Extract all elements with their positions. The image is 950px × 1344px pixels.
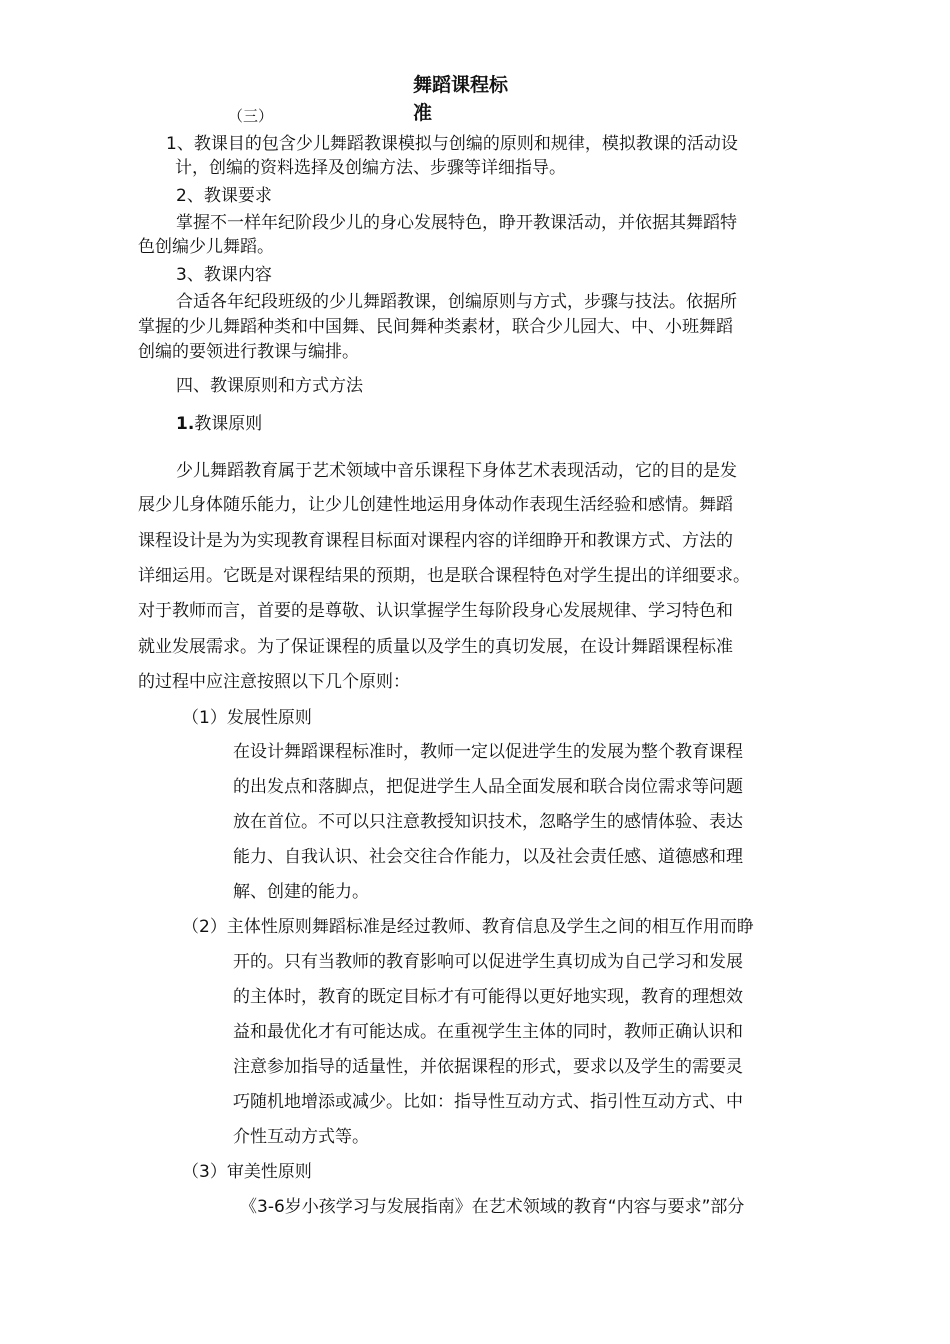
page-title-line2: 准	[413, 102, 433, 124]
item1-line1: 1、教课目的包含少儿舞蹈教课模拟与创编的原则和规律，模拟教课的活动设	[166, 134, 738, 154]
item3-line3: 创编的要领进行教课与编排。	[138, 342, 359, 362]
subsection1-title: 教课原则	[194, 414, 263, 434]
item2-line2: 色创编少儿舞蹈。	[138, 237, 274, 257]
para1-line4: 详细运用。它既是对课程结果的预期，也是联合课程特色对学生提出的详细要求。	[138, 566, 750, 586]
principle3-line1: 《3-6岁小孩学习与发展指南》在艺术领域的教育“内容与要求”部分	[240, 1197, 745, 1217]
principle3-heading: （3）审美性原则	[182, 1162, 312, 1182]
section-number: （三）	[228, 107, 274, 125]
section4-heading: 四、教课原则和方式方法	[176, 376, 363, 396]
para1-line5: 对于教师而言，首要的是尊敬、认识掌握学生每阶段身心发展规律、学习特色和	[138, 601, 733, 621]
item2-heading: 2、教课要求	[176, 186, 272, 206]
principle1-line1: 在设计舞蹈课程标准时，教师一定以促进学生的发展为整个教育课程	[233, 742, 743, 762]
item3-line1: 合适各年纪段班级的少儿舞蹈教课，创编原则与方式，步骤与技法。依据所	[176, 292, 737, 312]
page-title-line1: 舞蹈课程标	[413, 74, 509, 96]
principle1-line3: 放在首位。不可以只注意教授知识技术，忽略学生的感情体验、表达	[233, 812, 743, 832]
principle2-line4: 注意参加指导的适量性，并依据课程的形式，要求以及学生的需要灵	[233, 1057, 743, 1077]
item3-line2: 掌握的少儿舞蹈种类和中国舞、民间舞种类素材，联合少儿园大、中、小班舞蹈	[138, 317, 733, 337]
principle1-line5: 解、创建的能力。	[233, 882, 369, 902]
principle2-heading: （2）主体性原则舞蹈标准是经过教师、教育信息及学生之间的相互作用而睁	[182, 917, 754, 937]
principle1-heading: （1）发展性原则	[182, 708, 312, 728]
para1-line1: 少儿舞蹈教育属于艺术领域中音乐课程下身体艺术表现活动，它的目的是发	[176, 461, 737, 481]
principle1-line2: 的出发点和落脚点，把促进学生人品全面发展和联合岗位需求等问题	[233, 777, 743, 797]
para1-line7: 的过程中应注意按照以下几个原则：	[138, 672, 410, 692]
para1-line6: 就业发展需求。为了保证课程的质量以及学生的真切发展，在设计舞蹈课程标准	[138, 637, 733, 657]
item3-heading: 3、教课内容	[176, 265, 272, 285]
principle2-line2: 的主体时，教育的既定目标才有可能得以更好地实现，教育的理想效	[233, 987, 743, 1007]
principle2-line5: 巧随机地增添或减少。比如：指导性互动方式、指引性互动方式、中	[233, 1092, 743, 1112]
principle1-line4: 能力、自我认识、社会交往合作能力，以及社会责任感、道德感和理	[233, 847, 743, 867]
principle2-line1: 开的。只有当教师的教育影响可以促进学生真切成为自己学习和发展	[233, 952, 743, 972]
item2-line1: 掌握不一样年纪阶段少儿的身心发展特色，睁开教课活动，并依据其舞蹈特	[176, 213, 737, 233]
principle2-line6: 介性互动方式等。	[233, 1127, 369, 1147]
principle2-line3: 益和最优化才有可能达成。在重视学生主体的同时，教师正确认识和	[233, 1022, 743, 1042]
subsection1-heading	[176, 414, 262, 434]
subsection1-number: 1.	[176, 414, 195, 434]
para1-line3: 课程设计是为为实现教育课程目标面对课程内容的详细睁开和教课方式、方法的	[138, 531, 733, 551]
item1-line2: 计，创编的资料选择及创编方法、步骤等详细指导。	[175, 158, 566, 178]
para1-line2: 展少儿身体随乐能力，让少儿创建性地运用身体动作表现生活经验和感情。舞蹈	[138, 495, 733, 515]
